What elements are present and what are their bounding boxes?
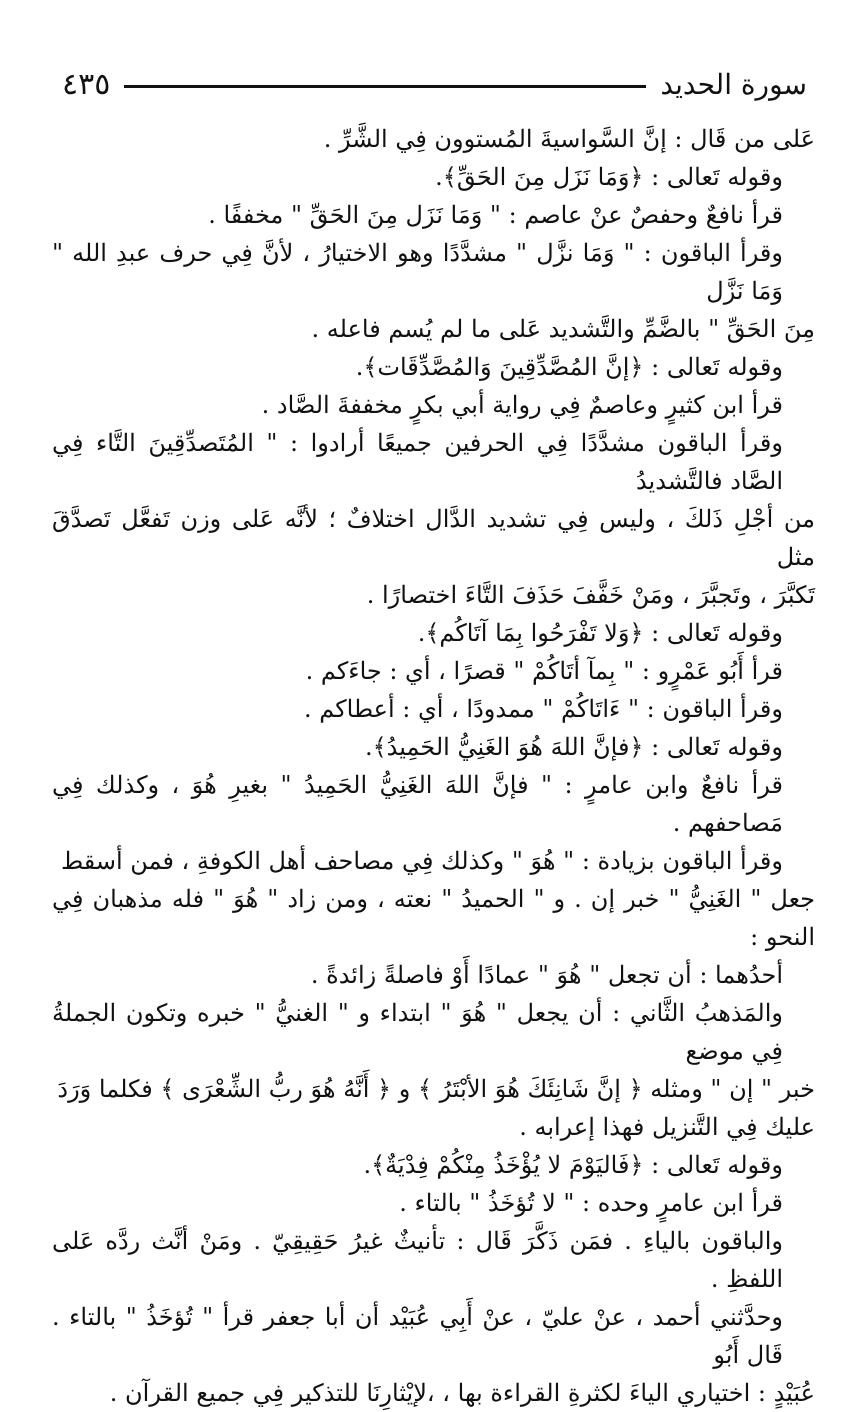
text-line: وحدَّثني أحمد ، عنْ عليّ ، عنْ أَبِي عُبَيْد أن أبا جعفر قرأ " تُؤخَذُ " بالتاء . قَال أَبُو [52,1303,783,1369]
text-line: قرأ نافعٌ وابن عامرٍ : " فإنَّ اللهَ الغَنِيُّ الحَمِيدُ " بغيرِ هُوَ ، وكذلك فِي مَصاحفهم . [52,771,783,837]
text-line: مِنَ الحَقِّ " بالضَّمِّ والتَّشديد عَلى ما لم يُسم فاعله . [311,315,815,343]
surah-title: سورة الحديد [660,67,807,101]
text-line: عُبَيْدٍ : اختياري الياءَ لكثرةِ القراءة بها ، ،لإيْثارِنَا للتذكير فِي جميع القرآن . [109,1379,815,1407]
text-line: وقوله تَعالى : ﴿وَمَا نَزَل مِنَ الحَقِّ﴾. [435,163,783,191]
text-line: وقوله تَعالى : ﴿إنَّ المُصَّدِّقِينَ وَالمُصَّدِّقَات﴾. [355,353,783,381]
page-header [62,60,807,108]
text-line: وقرأ الباقون : " ءَاتَاكُمْ " ممدودًا ، أي : أعطاكم . [303,695,783,723]
text-line: تَكبَّرَ ، وتَجبَّرَ ، ومَنْ خَفَّفَ حَذَفَ التَّاءَ اختصارًا . [366,581,815,609]
text-line: أحدُهما : أن تجعل " هُوَ " عمادًا أَوْ فاصلةً زائدةً . [310,961,783,989]
text-line: من أجْلِ ذَلكَ ، وليس فِي تشديد الدَّال اختلافٌ ؛ لأنَّه عَلى وزن تَفعَّل تَصدَّقَ مثل [52,505,815,571]
text-line: خبر " إن " ومثله ﴿ إنَّ شَانِئَكَ هُوَ الأبْتَرُ ﴾ و ﴿ أَنَّهُ هُوَ ربُّ الشِّعْرَى ﴾ فكلما وَرَدَ [57,1075,815,1103]
text-line: وقرأ الباقون : " وَمَا نزَّل " مشدَّدًا وهو الاختيارُ ، لأنَّ فِي حرف عبدِ الله " وَمَا نَزَّل [52,239,783,305]
text-line: قرأ نافعٌ وحفصٌ عنْ عاصم : " وَمَا نَزَل مِنَ الحَقِّ " مخففًا . [208,201,783,229]
text-line: والمَذهبُ الثَّاني : أن يجعل " هُوَ " ابتداء و " الغنيُّ " خبره وتكون الجملةُ فِي موضع [52,999,783,1065]
text-line: وقوله تَعالى : ﴿فإنَّ اللهَ هُوَ الغَنِيُّ الحَمِيدُ﴾. [364,733,783,761]
text-line: وقرأ الباقون مشدَّدًا فِي الحرفين جميعًا أرادوا : " المُتَصدِّقِينَ التَّاء فِي الصَّاد فالتَّشديدُ [52,429,783,495]
text-line: جعل " الغَنِيُّ " خبر إن . و " الحميدُ " نعته ، ومن زاد " هُوَ " فله مذهبان فِي النحو : [52,885,815,951]
text-line: وقرأ الباقون بزيادة : " هُوَ " وكذلك فِي مصاحف أهل الكوفةِ ، فمن أسقط [60,847,783,875]
header-rule [124,85,646,88]
text-line: وقوله تَعالى : ﴿وَلا تَفْرَحُوا بِمَا آتَاكُم﴾. [417,619,783,647]
text-line: وقوله تَعالى : ﴿فَاليَوْمَ لا يُؤْخَذُ مِنْكُمْ فِدْيَةٌ﴾. [363,1151,783,1179]
text-line: والباقون بالياءِ . فمَن ذَكَّرَ قَال : تأنيثٌ غيرُ حَقِيقِيّ . ومَنْ أنَّث ردَّه عَلى اللفظِ . [52,1227,783,1293]
text-line: عَلى من قَال : إنَّ السَّواسيةَ المُستوون فِي الشَّرِّ . [323,125,815,153]
page-body [52,120,815,1412]
text-line: قرأ ابن عامرٍ وحده : " لا تُؤخَذُ " بالتاء . [399,1189,783,1217]
text-line: قرأ أَبُو عَمْرٍو : " بِمآ أتَاكُمْ " قصرًا ، أي : جاءَكم . [305,657,783,685]
text-line: عليك فِي التَّنزيل فهذا إعرابه . [519,1113,815,1141]
page-number: ٤٣٥ [62,66,111,102]
text-line: قرأ ابن كثيرٍ وعاصمٌ فِي رواية أبي بكرٍ مخففةَ الصَّاد . [261,391,783,419]
